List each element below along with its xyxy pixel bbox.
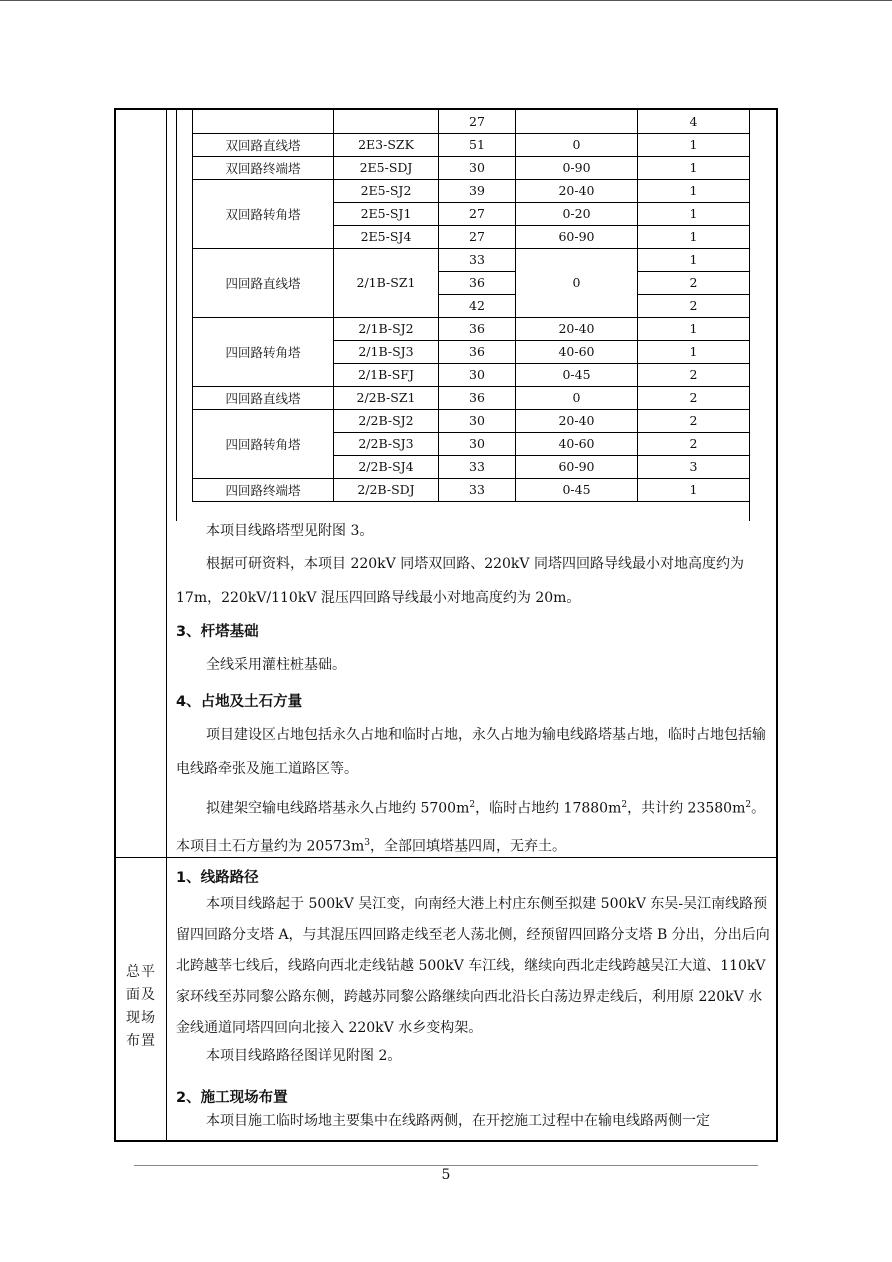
tower-count: 4 xyxy=(638,110,750,133)
tower-count: 2 xyxy=(638,363,750,386)
tower-type: 四回路终端塔 xyxy=(193,478,334,501)
tower-model: 2/1B-SFJ xyxy=(334,363,439,386)
tower-count: 2 xyxy=(638,409,750,432)
tower-count: 2 xyxy=(638,432,750,455)
section-heading-site: 2、施工现场布置 xyxy=(176,1090,288,1106)
tower-angle: 20-40 xyxy=(516,409,638,432)
section-heading-land: 4、占地及土石方量 xyxy=(176,694,303,710)
tower-angle: 0-20 xyxy=(516,202,638,225)
tower-angle: 0 xyxy=(516,248,638,317)
tower-height: 27 xyxy=(439,110,516,133)
tower-reference-text: 本项目线路塔型见附图 3。 xyxy=(206,523,374,539)
tower-count: 2 xyxy=(638,271,750,294)
tower-count: 1 xyxy=(638,179,750,202)
clearance-paragraph: 根据可研资料，本项目 220kV 同塔双回路、220kV 同塔四回路导线最小对地高度约为 17m，220kV/110kV 混压四回路导线最小对地高度约为 20m。 xyxy=(176,556,744,606)
site-paragraph: 本项目施工临时场地主要集中在线路两侧，在开挖施工过程中在输电线路两侧一定 xyxy=(206,1113,710,1129)
section-heading-foundation: 3、杆塔基础 xyxy=(176,624,259,640)
tower-height: 33 xyxy=(439,248,516,271)
tower-model: 2/2B-SJ2 xyxy=(334,409,439,432)
table-row xyxy=(193,156,750,179)
tower-model: 2/2B-SJ4 xyxy=(334,455,439,478)
top-rule xyxy=(0,0,892,1)
table-left-border xyxy=(176,108,192,521)
tower-height: 36 xyxy=(439,317,516,340)
tower-angle: 40-60 xyxy=(516,432,638,455)
tower-height: 30 xyxy=(439,363,516,386)
row-label-layout xyxy=(121,961,161,1053)
row-label-line: 总平 xyxy=(126,964,156,980)
foundation-paragraph: 全线采用灌柱桩基础。 xyxy=(206,657,346,673)
tower-count: 1 xyxy=(638,317,750,340)
tower-height: 30 xyxy=(439,156,516,179)
tower-angle: 60-90 xyxy=(516,225,638,248)
tower-height: 42 xyxy=(439,294,516,317)
tower-type-table xyxy=(192,110,750,502)
tower-type: 四回路转角塔 xyxy=(193,317,334,386)
tower-model: 2/2B-SZ1 xyxy=(334,386,439,409)
route-reference-text: 本项目线路路径图详见附图 2。 xyxy=(206,1048,402,1064)
table-row xyxy=(193,179,750,202)
tower-model: 2/2B-SJ3 xyxy=(334,432,439,455)
tower-angle: 20-40 xyxy=(516,317,638,340)
tower-model: 2E3-SZK xyxy=(334,133,439,156)
tower-angle: 20-40 xyxy=(516,179,638,202)
route-paragraph: 本项目线路起于 500kV 吴江变，向南经大港上村庄东侧至拟建 500kV 东吴-吴江南线路预留四回路分支塔 A，与其混压四回路走线至老人荡北侧，经预留四回路分支塔 B 分出，分出后向北跨越莘七线后，线路向西北走线钻越 500kV 车江线，继续向西北走线跨越吴江大道、110kV 家环线至苏同黎公路东侧，跨越苏同黎公路继续向西北沿长白荡边界走线后，利用原 220kV 水金线通道同塔四回向北接入 220kV 水乡变构架。 xyxy=(176,896,770,1036)
tower-count: 1 xyxy=(638,133,750,156)
tower-count: 3 xyxy=(638,455,750,478)
table-row xyxy=(193,248,750,271)
tower-type: 双回路终端塔 xyxy=(193,156,334,179)
tower-type: 四回路直线塔 xyxy=(193,386,334,409)
tower-count: 1 xyxy=(638,156,750,179)
table-row xyxy=(193,317,750,340)
tower-model xyxy=(334,110,439,133)
tower-height: 30 xyxy=(439,432,516,455)
tower-model: 2/1B-SJ3 xyxy=(334,340,439,363)
tower-height: 36 xyxy=(439,271,516,294)
tower-height: 33 xyxy=(439,455,516,478)
tower-type: 双回路转角塔 xyxy=(193,179,334,248)
tower-count: 1 xyxy=(638,478,750,501)
tower-angle: 40-60 xyxy=(516,340,638,363)
tower-model: 2/1B-SZ1 xyxy=(334,248,439,317)
tower-type: 双回路直线塔 xyxy=(193,133,334,156)
tower-count: 2 xyxy=(638,294,750,317)
tower-height: 27 xyxy=(439,225,516,248)
tower-height: 36 xyxy=(439,386,516,409)
page-number: 5 xyxy=(441,1167,451,1183)
tower-count: 1 xyxy=(638,225,750,248)
tower-angle: 60-90 xyxy=(516,455,638,478)
tower-model: 2E5-SJ1 xyxy=(334,202,439,225)
tower-count: 2 xyxy=(638,386,750,409)
land-paragraph: 项目建设区占地包括永久占地和临时占地，永久占地为输电线路塔基占地，临时占地包括输电线路牵张及施工道路区等。 xyxy=(176,727,766,777)
tower-height: 27 xyxy=(439,202,516,225)
land-area-paragraph: 拟建架空输电线路塔基永久占地约 $5700m^2$，临时占地约 $17880m^2$，共计约 $23580m^2$。本项目土石方量约为 $20573m^3$，全部回填塔基四周，无弃土。 xyxy=(176,800,766,855)
tower-model: 2/2B-SDJ xyxy=(334,478,439,501)
table-row xyxy=(193,110,750,133)
tower-angle xyxy=(516,110,638,133)
tower-height: 33 xyxy=(439,478,516,501)
footer-rule xyxy=(134,1165,758,1166)
tower-type xyxy=(193,110,334,133)
tower-angle: 0 xyxy=(516,133,638,156)
section-heading-route: 1、线路路径 xyxy=(176,870,259,886)
row-label-line: 布置 xyxy=(126,1033,156,1049)
tower-model: 2E5-SJ4 xyxy=(334,225,439,248)
tower-angle: 0-90 xyxy=(516,156,638,179)
tower-model: 2E5-SJ2 xyxy=(334,179,439,202)
tower-angle: 0-45 xyxy=(516,363,638,386)
tower-type: 四回路直线塔 xyxy=(193,248,334,317)
tower-count: 1 xyxy=(638,202,750,225)
table-row xyxy=(193,133,750,156)
tower-model: 2/1B-SJ2 xyxy=(334,317,439,340)
tower-height: 39 xyxy=(439,179,516,202)
tower-height: 51 xyxy=(439,133,516,156)
tower-height: 36 xyxy=(439,340,516,363)
tower-model: 2E5-SDJ xyxy=(334,156,439,179)
tower-angle: 0-45 xyxy=(516,478,638,501)
table-row xyxy=(193,478,750,501)
table-row xyxy=(193,409,750,432)
tower-count: 1 xyxy=(638,248,750,271)
tower-height: 30 xyxy=(439,409,516,432)
tower-type: 四回路转角塔 xyxy=(193,409,334,478)
tower-angle: 0 xyxy=(516,386,638,409)
row-label-line: 面及 xyxy=(126,987,156,1003)
label-column-divider xyxy=(166,108,167,1142)
tower-count: 1 xyxy=(638,340,750,363)
row-label-line: 现场 xyxy=(126,1010,156,1026)
table-row xyxy=(193,386,750,409)
